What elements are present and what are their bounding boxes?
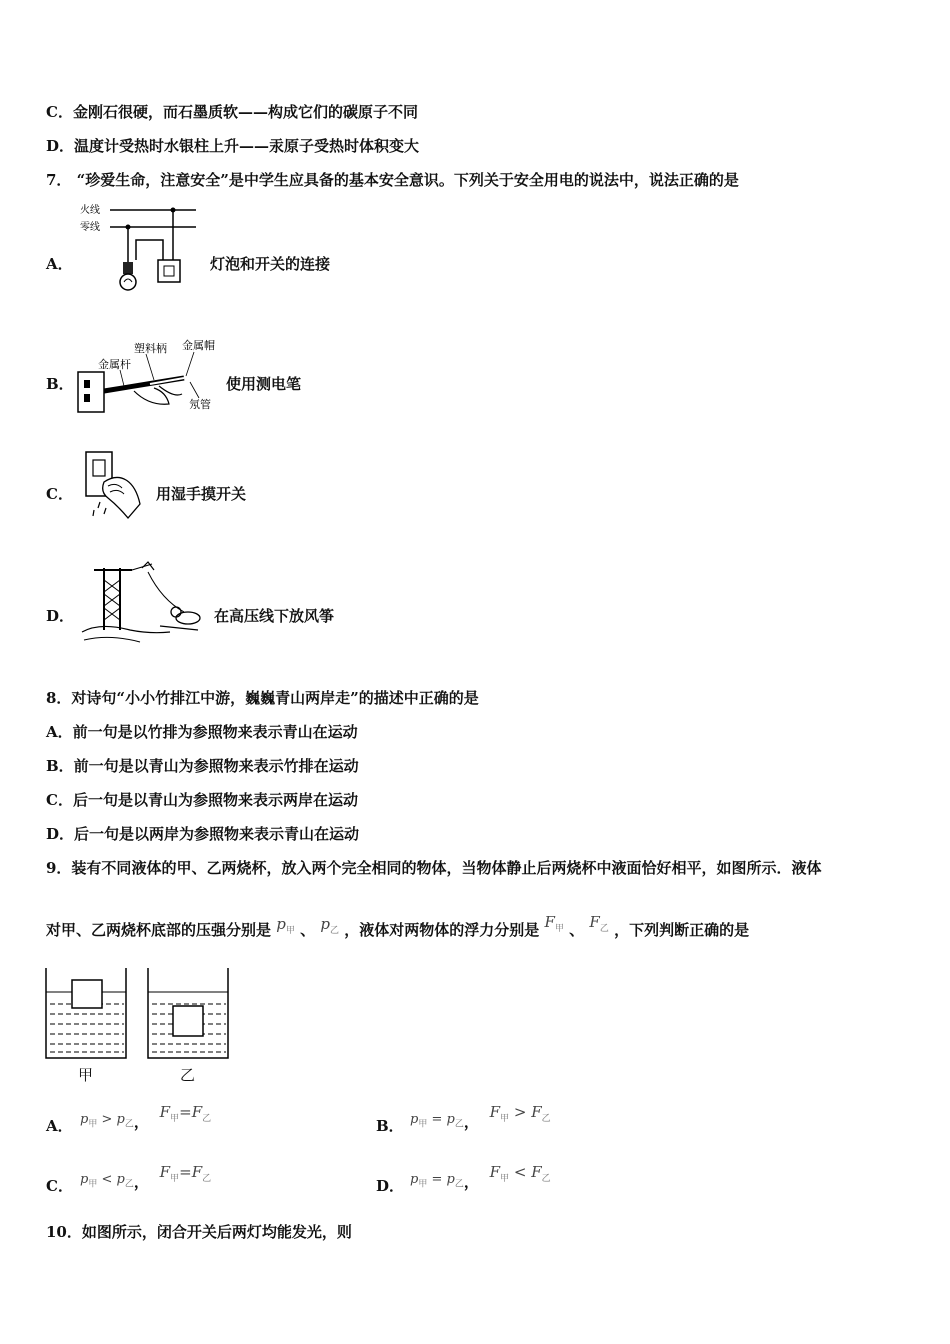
- q9-sep1: 、: [300, 921, 316, 939]
- q7-option-d-label: D．: [46, 607, 75, 625]
- q10-stem: 10．如图所示，闭合开关后两灯均能发光，则: [46, 1223, 352, 1241]
- q9-stem-part2: ，液体对两物体的浮力分别是: [344, 921, 540, 939]
- q8-option-c: C．后一句是以青山为参照物来表示两岸在运动: [46, 791, 358, 809]
- q8-option-d: D．后一句是以两岸为参照物来表示青山在运动: [46, 825, 360, 843]
- q7-option-b-label: B．: [46, 375, 74, 393]
- q9-stem-line2: [46, 913, 750, 947]
- q7-option-a-label: A．: [46, 255, 73, 273]
- q7-option-c-text: 用湿手摸开关: [156, 485, 247, 503]
- wet-hand-switch-figure: [82, 448, 144, 522]
- p-jia-symbol: $p_甲$: [276, 915, 295, 936]
- q9-option-a-label: A．: [46, 1117, 73, 1135]
- q9-option-d-label: D．: [376, 1177, 405, 1195]
- plastic-handle-label: 塑料柄: [134, 342, 167, 355]
- test-pen-figure: [74, 336, 224, 416]
- q8-option-b: B．前一句是以青山为参照物来表示竹排在运动: [46, 757, 359, 775]
- f-yi-symbol: $F_乙$: [589, 913, 609, 934]
- q7-option-a-text: 灯泡和开关的连接: [210, 255, 331, 273]
- q9-stem-part3: ，下列判断正确的是: [614, 921, 750, 939]
- q6-option-c: C．金刚石很硬，而石墨质软——构成它们的碳原子不同: [46, 103, 418, 121]
- q9-option-b-expr: $p_甲 = p_乙$， $F_甲 > F_乙$: [410, 1103, 551, 1131]
- q7-option-c-label: C．: [46, 485, 73, 503]
- q8-option-a: A．前一句是以竹排为参照物来表示青山在运动: [46, 723, 358, 741]
- wiring-diagram-figure: [78, 200, 198, 296]
- metal-cap-label: 金属帽: [182, 339, 215, 352]
- q7-option-b-text: 使用测电笔: [226, 375, 302, 393]
- q9-option-c-expr: $p_甲 < p_乙$， $F_甲=F_乙$: [80, 1163, 212, 1191]
- neutral-wire-label: 零线: [80, 222, 100, 233]
- neon-tube-label: 氖管: [189, 398, 211, 411]
- q9-option-b-label: B．: [376, 1117, 404, 1135]
- q8-stem: 8．对诗句“小小竹排江中游，巍巍青山两岸走”的描述中正确的是: [46, 689, 479, 707]
- q9-option-d-expr: $p_甲 = p_乙$， $F_甲 < F_乙$: [410, 1163, 551, 1191]
- p-yi-symbol: $p_乙$: [320, 915, 339, 936]
- q6-option-d: D．温度计受热时水银柱上升——汞原子受热时体积变大: [46, 137, 420, 155]
- beaker-jia-label: 甲: [78, 1066, 94, 1084]
- q7-stem: 7． “珍爱生命，注意安全”是中学生应具备的基本安全意识。下列关于安全用电的说法中，说法正确的是: [46, 171, 739, 189]
- beaker-yi-label: 乙: [180, 1066, 196, 1084]
- metal-rod-label: 金属杆: [98, 358, 131, 371]
- beakers-figure: [42, 966, 232, 1060]
- q9-stem-part1: 对甲、乙两烧杯底部的压强分别是: [46, 921, 272, 939]
- q7-option-d-text: 在高压线下放风筝: [214, 607, 335, 625]
- f-jia-symbol: $F_甲$: [544, 913, 564, 934]
- q9-option-a-expr: $p_甲 > p_乙$， $F_甲=F_乙$: [80, 1103, 212, 1131]
- q9-sep2: 、: [569, 921, 585, 939]
- live-wire-label: 火线: [80, 205, 100, 216]
- q9-option-c-label: C．: [46, 1177, 73, 1195]
- kite-power-line-figure: [80, 560, 210, 650]
- q9-stem-line1: 9．装有不同液体的甲、乙两烧杯，放入两个完全相同的物体，当物体静止后两烧杯中液面恰好相平，如图所示．液体: [46, 859, 822, 877]
